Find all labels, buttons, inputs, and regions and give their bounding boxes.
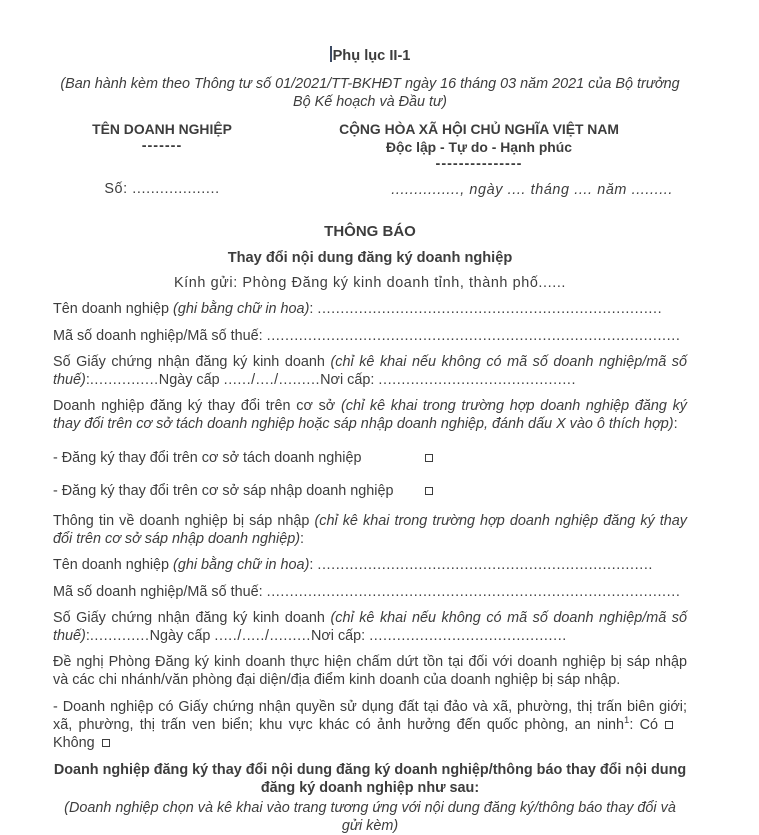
issue-date-label: Ngày cấp bbox=[149, 628, 215, 645]
right-divider: --------------- bbox=[435, 155, 523, 172]
option-merger-row bbox=[53, 482, 687, 500]
declaration-paragraph: Doanh nghiệp đăng ký thay đổi nội dung đăng ký doanh nghiệp/thông báo thay đổi nội dung đăng ký doanh nghiệp như sau: bbox=[53, 762, 687, 797]
letterhead bbox=[53, 120, 687, 199]
field-separator: : bbox=[309, 301, 318, 318]
recipient-line: Kính gửi: Phòng Đăng ký kinh doanh tỉnh, thành phố...... bbox=[173, 275, 567, 292]
no-checkbox[interactable] bbox=[102, 739, 110, 747]
field-merged-info bbox=[53, 512, 687, 548]
field-label: Mã số doanh nghiệp/Mã số thuế: bbox=[53, 327, 267, 344]
appendix-title: Phụ lục II-1 bbox=[332, 48, 411, 64]
company-name-header: TÊN DOANH NGHIỆP bbox=[92, 120, 232, 137]
fill-in-dots: ............... bbox=[89, 372, 159, 389]
fill-in-dots: .......................................................................................... bbox=[266, 583, 681, 600]
field-separator: : bbox=[673, 416, 678, 433]
yes-label: Có bbox=[639, 716, 658, 733]
option-division-label: - Đăng ký thay đổi trên cơ sở tách doanh nghiệp bbox=[53, 449, 362, 466]
national-motto-line1: CỘNG HÒA XÃ HỘI CHỦ NGHĨA VIỆT NAM bbox=[339, 120, 619, 137]
field-label: Thông tin về doanh nghiệp bị sáp nhập bbox=[53, 513, 315, 530]
document-number-line: Số: ................... bbox=[104, 180, 220, 197]
field-hint: (chỉ kê khai trong trường hợp doanh nghiệp đăng ký thay đổi trên cơ sở sáp nhập doanh nghiệp) bbox=[53, 513, 687, 548]
field-separator: : bbox=[629, 716, 640, 733]
termination-request-paragraph: Đề nghị Phòng Đăng ký kinh doanh thực hiện chấm dứt tồn tại đối với doanh nghiệp bị sáp nhập và các chi nhánh/văn phòng đại diện/địa điểm kinh doanh của doanh nghiệp bị sáp nhập. bbox=[53, 654, 687, 689]
field-hint: (ghi bằng chữ in hoa) bbox=[173, 557, 310, 574]
date-place-line: ..............., ngày .... tháng .... năm ......... bbox=[391, 181, 673, 198]
field-separator: : bbox=[85, 628, 90, 645]
text-cursor bbox=[330, 46, 332, 62]
left-divider: ------- bbox=[141, 137, 183, 154]
field-separator: : bbox=[300, 531, 305, 548]
division-checkbox[interactable] bbox=[425, 454, 433, 462]
field-label: Số Giấy chứng nhận đăng ký kinh doanh bbox=[53, 353, 331, 370]
fill-in-dots: ......................................................................... bbox=[317, 557, 654, 574]
issue-place-dots: ........................................... bbox=[369, 628, 567, 645]
field-tax-code-1 bbox=[53, 327, 687, 345]
document-title: THÔNG BÁO bbox=[324, 222, 416, 240]
field-brc-1 bbox=[53, 353, 687, 389]
yes-checkbox[interactable] bbox=[665, 721, 673, 729]
issue-date-dots: ....../..../......... bbox=[223, 372, 321, 389]
field-hint: (ghi bằng chữ in hoa) bbox=[173, 301, 310, 318]
issue-date-dots: ...../...../......... bbox=[214, 628, 311, 645]
field-company-name-1 bbox=[53, 300, 687, 318]
field-label: Mã số doanh nghiệp/Mã số thuế: bbox=[53, 583, 267, 600]
field-hint: (chỉ kê khai trong trường hợp doanh nghiệp đăng ký thay đổi trên cơ sở tách doanh nghiệp hoặc sáp nhập doanh nghiệp, đánh dấu X vào ô thích hợp) bbox=[53, 398, 687, 433]
field-label: Tên doanh nghiệp bbox=[53, 301, 174, 318]
field-hint: (chỉ kê khai nếu không có mã số doanh nghiệp/mã số thuế) bbox=[53, 353, 687, 389]
issue-date-label: Ngày cấp bbox=[158, 372, 224, 389]
option-merger-label: - Đăng ký thay đổi trên cơ sở sáp nhập doanh nghiệp bbox=[53, 482, 394, 499]
field-hint: (chỉ kê khai nếu không có mã số doanh nghiệp/mã số thuế) bbox=[53, 609, 687, 645]
letterhead-right bbox=[271, 120, 687, 199]
footnote-marker: 1 bbox=[624, 715, 630, 727]
field-tax-code-2 bbox=[53, 583, 687, 601]
issued-under-line: (Ban hành kèm theo Thông tư số 01/2021/TT-BKHĐT ngày 16 tháng 03 năm 2021 của Bộ trưởng Bộ Kế hoạch và Đầu tư) bbox=[60, 76, 680, 111]
field-company-name-2 bbox=[53, 556, 687, 574]
appendix-heading bbox=[53, 46, 687, 65]
fill-in-dots: .......................................................................................... bbox=[266, 327, 681, 344]
issue-place-label: Nơi cấp: bbox=[310, 628, 370, 645]
field-separator: : bbox=[309, 557, 318, 574]
merger-checkbox[interactable] bbox=[425, 487, 433, 495]
fill-in-dots: ........................................................................... bbox=[317, 301, 663, 318]
letterhead-left bbox=[53, 120, 271, 199]
land-use-paragraph bbox=[53, 698, 687, 753]
issue-place-dots: ........................................... bbox=[378, 372, 577, 389]
issue-place-label: Nơi cấp: bbox=[320, 372, 379, 389]
field-label: Tên doanh nghiệp bbox=[53, 557, 174, 574]
field-label: Doanh nghiệp đăng ký thay đổi trên cơ sở bbox=[53, 398, 341, 415]
no-label: Không bbox=[53, 735, 95, 752]
national-motto-line2: Độc lập - Tự do - Hạnh phúc bbox=[386, 138, 572, 155]
note-paragraph: (Doanh nghiệp chọn và kê khai vào trang tương ứng với nội dung đăng ký/thông báo thay đổi và gửi kèm) bbox=[64, 799, 676, 834]
land-use-text: - Doanh nghiệp có Giấy chứng nhận quyền sử dụng đất tại đảo và xã, phường, thị trấn biên giới; xã, phường, thị trấn ven biển; khu vực khác có ảnh hưởng đến quốc phòng, an ninh bbox=[53, 698, 687, 733]
field-label: Số Giấy chứng nhận đăng ký kinh doanh bbox=[53, 609, 331, 626]
field-separator: : bbox=[85, 372, 90, 389]
fill-in-dots: ............. bbox=[89, 628, 150, 645]
option-division-row bbox=[53, 449, 687, 467]
field-brc-2 bbox=[53, 609, 687, 645]
field-change-basis bbox=[53, 397, 687, 433]
document-subtitle: Thay đổi nội dung đăng ký doanh nghiệp bbox=[227, 250, 513, 267]
